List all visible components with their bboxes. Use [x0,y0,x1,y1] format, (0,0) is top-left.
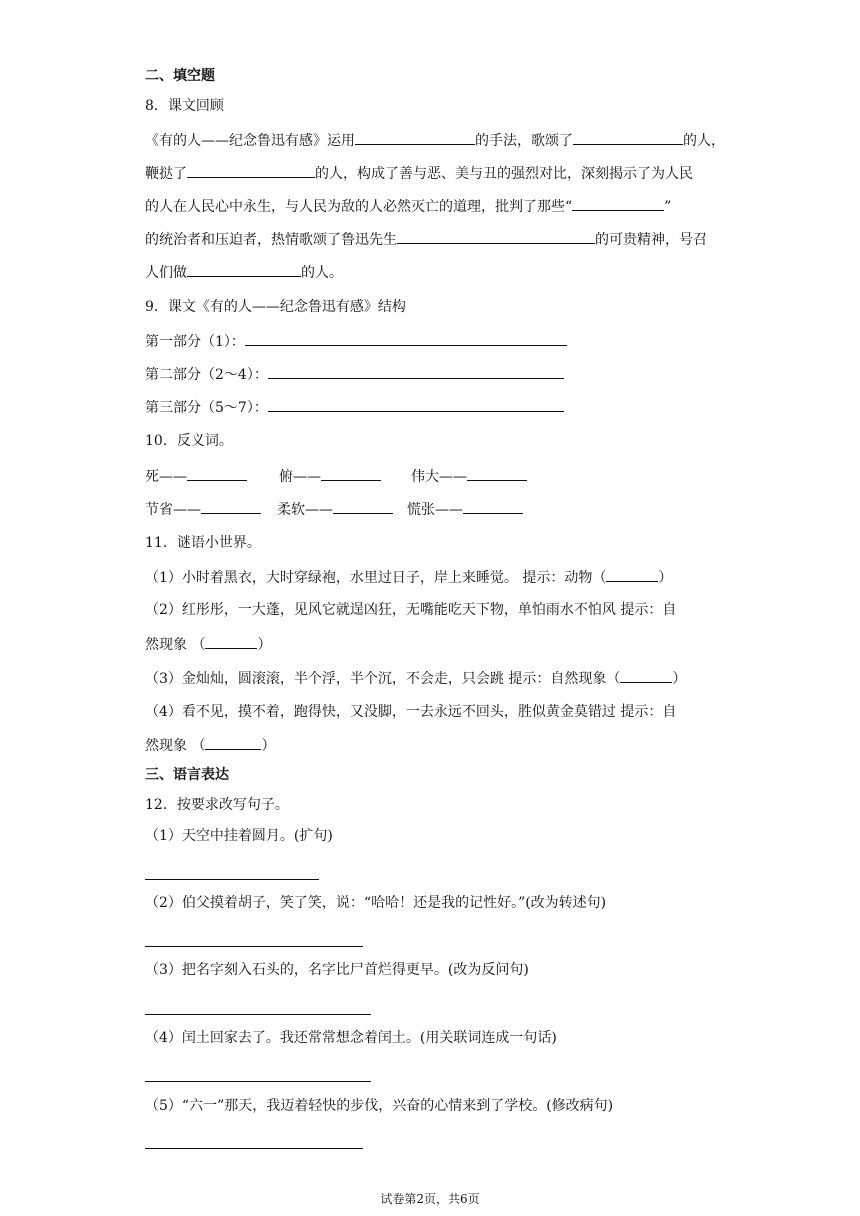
q10-number: 10． [145,433,177,449]
rewrite-item-3: （3）把名字刻入石头的，名字比尸首烂得更早。(改为反问句) [145,962,529,978]
q8-text: 的人， [683,133,725,149]
antonym-word: 节省—— [145,502,201,518]
q8-text: 的人。 [301,265,343,281]
q12-title: 按要求改写句子。 [176,797,289,813]
riddle-4-cont [145,735,275,756]
q9-part-1 [145,331,567,352]
q9-part-label: 第二部分（2～4）： [145,367,268,383]
section-title-fill: 二、填空题 [145,68,215,84]
riddle-text: 然现象 （ [145,637,206,653]
rewrite-item-4: （4）闰土回家去了。我还常常想念着闰土。(用关联词连成一句话) [145,1030,557,1046]
q12-number: 12． [145,797,177,813]
answer-blank[interactable] [268,364,564,379]
section-title-language: 三、语言表达 [145,767,229,783]
q8-text: 的可贵精神，号召 [595,232,707,248]
answer-line[interactable] [145,879,319,880]
riddle-4 [145,702,676,722]
riddle-text: （4）看不见，摸不着，跑得快，又没脚，一去永远不回头，胜似黄金莫错过 提示：自 [145,704,677,720]
answer-blank[interactable] [333,499,393,514]
antonym-word: 柔软—— [277,502,333,518]
answer-line[interactable] [145,1081,371,1082]
rewrite-item-5: （5）“六一”那天，我迈着轻快的步伐，兴奋的心情来到了学校。(修改病句) [145,1098,614,1114]
rewrite-item-2: （2）伯父摸着胡子，笑了笑，说：“哈哈！还是我的记性好。”(改为转述句) [145,895,607,911]
riddle-text: （1）小时着黑衣，大时穿绿袍，水里过日子，岸上来睡觉。 提示：动物（ [145,570,607,586]
antonym-word: 死—— [145,469,187,485]
q8-line-5 [145,262,343,283]
answer-blank[interactable] [620,668,672,683]
q8-line-3 [145,196,671,217]
q8-text: 的手法，歌颂了 [475,133,573,149]
q8-number: 8． [145,98,168,114]
antonym-word: 慌张—— [407,502,463,518]
answer-blank[interactable] [321,466,381,481]
q8-heading [145,96,224,116]
answer-blank[interactable] [201,499,261,514]
answer-blank[interactable] [187,163,315,178]
q8-text: 人们做 [145,265,187,281]
answer-line[interactable] [145,946,363,947]
riddle-3 [145,668,686,689]
q8-text: 的统治者和压迫者，热情歌颂了鲁迅先生 [145,232,397,248]
q8-text: ” [664,199,672,215]
answer-blank[interactable] [467,466,527,481]
q8-text: 鞭挞了 [145,166,187,182]
q10-heading [145,431,233,451]
page-footer: 试卷第2页，共6页 [380,1192,480,1206]
answer-blank[interactable] [397,229,595,244]
q11-heading [145,533,261,553]
q8-text: 《有的人——纪念鲁迅有感》运用 [145,133,355,149]
answer-blank[interactable] [355,130,475,145]
antonym-word: 俯—— [279,469,321,485]
q10-row-1 [145,466,527,487]
paren-close: ） [658,570,673,586]
riddle-text: （3）金灿灿，圆滚滚，半个浮，半个沉，不会走，只会跳 提示：自然现象（ [145,671,621,687]
q11-title: 谜语小世界。 [176,535,261,551]
riddle-1 [145,567,672,588]
answer-blank[interactable] [187,262,301,277]
q9-part-label: 第三部分（5～7）： [145,400,268,416]
paren-close: ） [257,637,272,653]
answer-blank[interactable] [205,735,261,750]
riddle-2-cont [145,634,271,655]
q9-number: 9． [145,299,168,315]
answer-blank[interactable] [268,397,564,412]
answer-blank[interactable] [187,466,247,481]
q8-text: 的人在人民心中永生，与人民为敌的人必然灭亡的道理，批判了那些“ [145,199,573,215]
answer-line[interactable] [145,1014,371,1015]
q9-heading [145,297,406,317]
paren-close: ） [672,671,687,687]
riddle-text: 然现象 （ [145,738,206,754]
answer-blank[interactable] [606,567,658,582]
q10-title: 反义词。 [176,433,233,449]
q9-part-3 [145,397,564,418]
q8-line-1 [145,130,725,151]
answer-blank[interactable] [572,196,664,211]
answer-blank[interactable] [245,331,567,346]
q11-number: 11． [145,535,177,551]
paren-close: ） [261,738,276,754]
antonym-word: 伟大—— [411,469,467,485]
answer-blank[interactable] [573,130,683,145]
q10-row-2 [145,499,523,520]
riddle-text: （2）红彤彤，一大蓬，见风它就逞凶狂，无嘴能吃天下物，单怕雨水不怕风 提示：自 [145,602,677,618]
answer-blank[interactable] [205,634,257,649]
rewrite-item-1: （1）天空中挂着圆月。(扩句) [145,828,333,844]
answer-line[interactable] [145,1148,363,1149]
riddle-2 [145,600,676,620]
q9-part-2 [145,364,564,385]
q12-heading [145,795,289,815]
q9-title: 课文《有的人——纪念鲁迅有感》结构 [167,299,406,315]
q8-text: 的人，构成了善与恶、美与丑的强烈对比，深刻揭示了为人民 [315,166,693,182]
answer-blank[interactable] [463,499,523,514]
q9-part-label: 第一部分（1）： [145,334,245,350]
q8-line-2 [145,163,693,184]
q8-title: 课文回顾 [167,98,224,114]
q8-line-4 [145,229,707,250]
